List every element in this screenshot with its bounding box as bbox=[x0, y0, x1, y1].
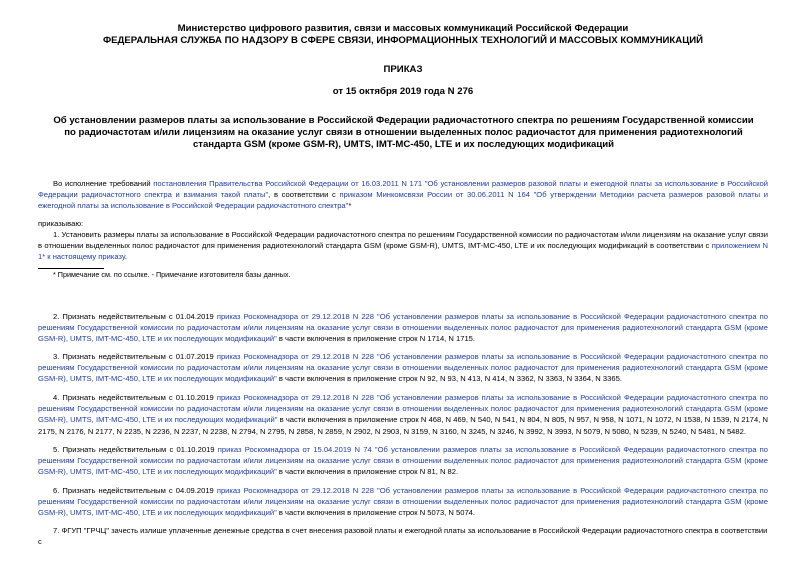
roskomnadzor-order-228-link[interactable]: приказ Роскомнадзора от 29.12.2018 N 228 "Об установлении размеров платы за использование в Российской Федерации радиочастотного спектра по решениям Государственной комиссии по радиочастотам и/или лицензиям на оказание услуг связи в отношении выделенных полос радиочастот для применения радиотехнологий стандарта GSM (кроме GSM-R), UMTS, IMT-MC-450, LTE и их последующих модификаций" bbox=[38, 352, 769, 384]
ministry-order-link[interactable]: приказом Минкомсвязи России от 30.06.2011 N 164 "Об утверждении Методики расчета размеров разовой платы и ежегодной платы за использование в Российской Федерации радиочастотного спектра" bbox=[38, 190, 768, 211]
item-text: в части включения в приложение строк N 5073, N 5074. bbox=[276, 508, 475, 518]
item-text: 1. Установить размеры платы за использование в Российской Федерации радиочастотного спектра по решениям Государственной комиссии по радиочастотам и/или лицензиям на оказание услуг связи в отношении выделенных полос радиочастот для применения радиотехнологий стандарта GSM (кроме GSM-R), UMTS, IMT-MC-450, LTE и их последующих модификаций в соответствии с bbox=[38, 230, 768, 251]
roskomnadzor-order-228-link[interactable]: приказ Роскомнадзора от 29.12.2018 N 228 "Об установлении размеров платы за использование в Российской Федерации радиочастотного спектра по решениям Государственной комиссии по радиочастотам и/или лицензиям на оказание услуг связи в отношении выделенных полос радиочастот для применения радиотехнологий стандарта GSM (кроме GSM-R), UMTS, IMT-MC-450, LTE и их последующих модификаций" bbox=[38, 312, 769, 344]
item-5 bbox=[38, 444, 768, 478]
appendix-1-link[interactable]: приложением N 1* к настоящему приказу bbox=[38, 241, 768, 262]
document-type: ПРИКАЗ bbox=[383, 64, 423, 75]
order-word: приказываю: bbox=[38, 219, 84, 228]
preamble-text: * bbox=[348, 201, 352, 211]
footnote-divider bbox=[38, 268, 104, 269]
preamble-text: Во исполнение требований bbox=[53, 179, 154, 188]
item-text: 4. Признать недействительным с 01.10.2019 bbox=[53, 393, 217, 402]
item-text: в части включения в приложение строк N 468, N 469, N 540, N 541, N 804, N 805, N 957, N 958, N 1071, N 1072, N 1538, N 1539, N 2174, N 2175, N 2176, N 2177, N 2235, N 2236, N 2237, N 2238, N 2794, N 2795, N 2858, N 2859, N 2902, N 2903, N 3159, N 3160, N 3245, N 3246, N 3992, N 3993, N 5079, N 5080, N 5239, N 5240, N 5481, N 5482. bbox=[38, 415, 769, 436]
footnote: * Примечание см. по ссылке. - Примечание изготовителя базы данных. bbox=[53, 270, 291, 279]
preamble-paragraph bbox=[38, 178, 768, 212]
service-name: ФЕДЕРАЛЬНАЯ СЛУЖБА ПО НАДЗОРУ В СФЕРЕ СВЯЗИ, ИНФОРМАЦИОННЫХ ТЕХНОЛОГИЙ И МАССОВЫХ КОММУНИКАЦИЙ bbox=[102, 35, 704, 46]
item-text: в части включения в приложение строк N 1714, N 1715. bbox=[276, 334, 475, 344]
roskomnadzor-order-228-link[interactable]: приказ Роскомнадзора от 29.12.2018 N 228 "Об установлении размеров платы за использование в Российской Федерации радиочастотного спектра по решениям Государственной комиссии по радиочастотам и/или лицензиям на оказание услуг связи в отношении выделенных полос радиочастот для применения радиотехнологий стандарта GSM (кроме GSM-R), UMTS, IMT-MC-450, LTE и их последующих модификаций" bbox=[38, 486, 769, 518]
item-text: 5. Признать недействительным с 01.10.2019 bbox=[53, 445, 218, 454]
ministry-name: Министерство цифрового развития, связи и массовых коммуникаций Российской Федерации bbox=[177, 23, 629, 34]
item-7 bbox=[38, 525, 768, 547]
item-text: 3. Признать недействительным с 01.07.2019 bbox=[53, 352, 217, 361]
item-text: 2. Признать недействительным с 01.04.2019 bbox=[53, 312, 217, 321]
item-text: в части включения в приложение строк N 92, N 93, N 413, N 414, N 3362, N 3363, N 3364, N 3365. bbox=[276, 374, 622, 384]
government-decree-link[interactable]: постановления Правительства Российской Федерации от 16.03.2011 N 171 "Об установлении размеров разовой платы и ежегодной платы за использование в Российской Федерации радиочастотного спектра и взимания такой платы" bbox=[38, 179, 769, 200]
roskomnadzor-order-74-link[interactable]: приказ Роскомнадзора от 15.04.2019 N 74 "Об установлении размеров платы за использование в Российской Федерации радиочастотного спектра по решениям Государственной комиссии по радиочастотам и/или лицензиям на оказание услуг связи в отношении выделенных полос радиочастот для применения радиотехнологий стандарта GSM (кроме GSM-R), UMTS, IMT-MC-450, LTE и их последующих модификаций" bbox=[38, 445, 768, 477]
item-3 bbox=[38, 351, 768, 385]
item-4 bbox=[38, 392, 768, 437]
preamble-text: , в соответствии с bbox=[268, 190, 340, 200]
item-text: 7. ФГУП "ГРЧЦ" зачесть излише уплаченные денежные средства в счет внесения разовой платы и ежегодной платы за использование в Российской Федерации радиочастотного спектра в соответствии с bbox=[38, 526, 768, 547]
item-text: в части включения в приложение строк N 81, N 82. bbox=[276, 467, 459, 477]
item-1 bbox=[38, 229, 768, 263]
roskomnadzor-order-228-link[interactable]: приказ Роскомнадзора от 29.12.2018 N 228 "Об установлении размеров платы за использование в Российской Федерации радиочастотного спектра по решениям Государственной комиссии по радиочастотам и/или лицензиям на оказание услуг связи в отношении выделенных полос радиочастот для применения радиотехнологий стандарта GSM (кроме GSM-R), UMTS, IMT-MC-450, LTE и их последующих модификаций" bbox=[38, 393, 769, 425]
document-date-number: от 15 октября 2019 года N 276 bbox=[332, 86, 474, 97]
item-6 bbox=[38, 485, 768, 519]
item-2 bbox=[38, 311, 768, 345]
item-text: . bbox=[124, 252, 128, 262]
item-text: 6. Признать недействительным с 04.09.2019 bbox=[53, 486, 217, 495]
document-title: Об установлении размеров платы за использование в Российской Федерации радиочастотного спектра по решениям Государственной комиссии по радиочастотам и/или лицензиям на оказание услуг связи в отношении выделенных полос радиочастот для применения радиотехнологий стандарта GSM (кроме GSM-R), UMTS, IMT-MC-450, LTE и их последующих модификаций bbox=[53, 115, 754, 150]
